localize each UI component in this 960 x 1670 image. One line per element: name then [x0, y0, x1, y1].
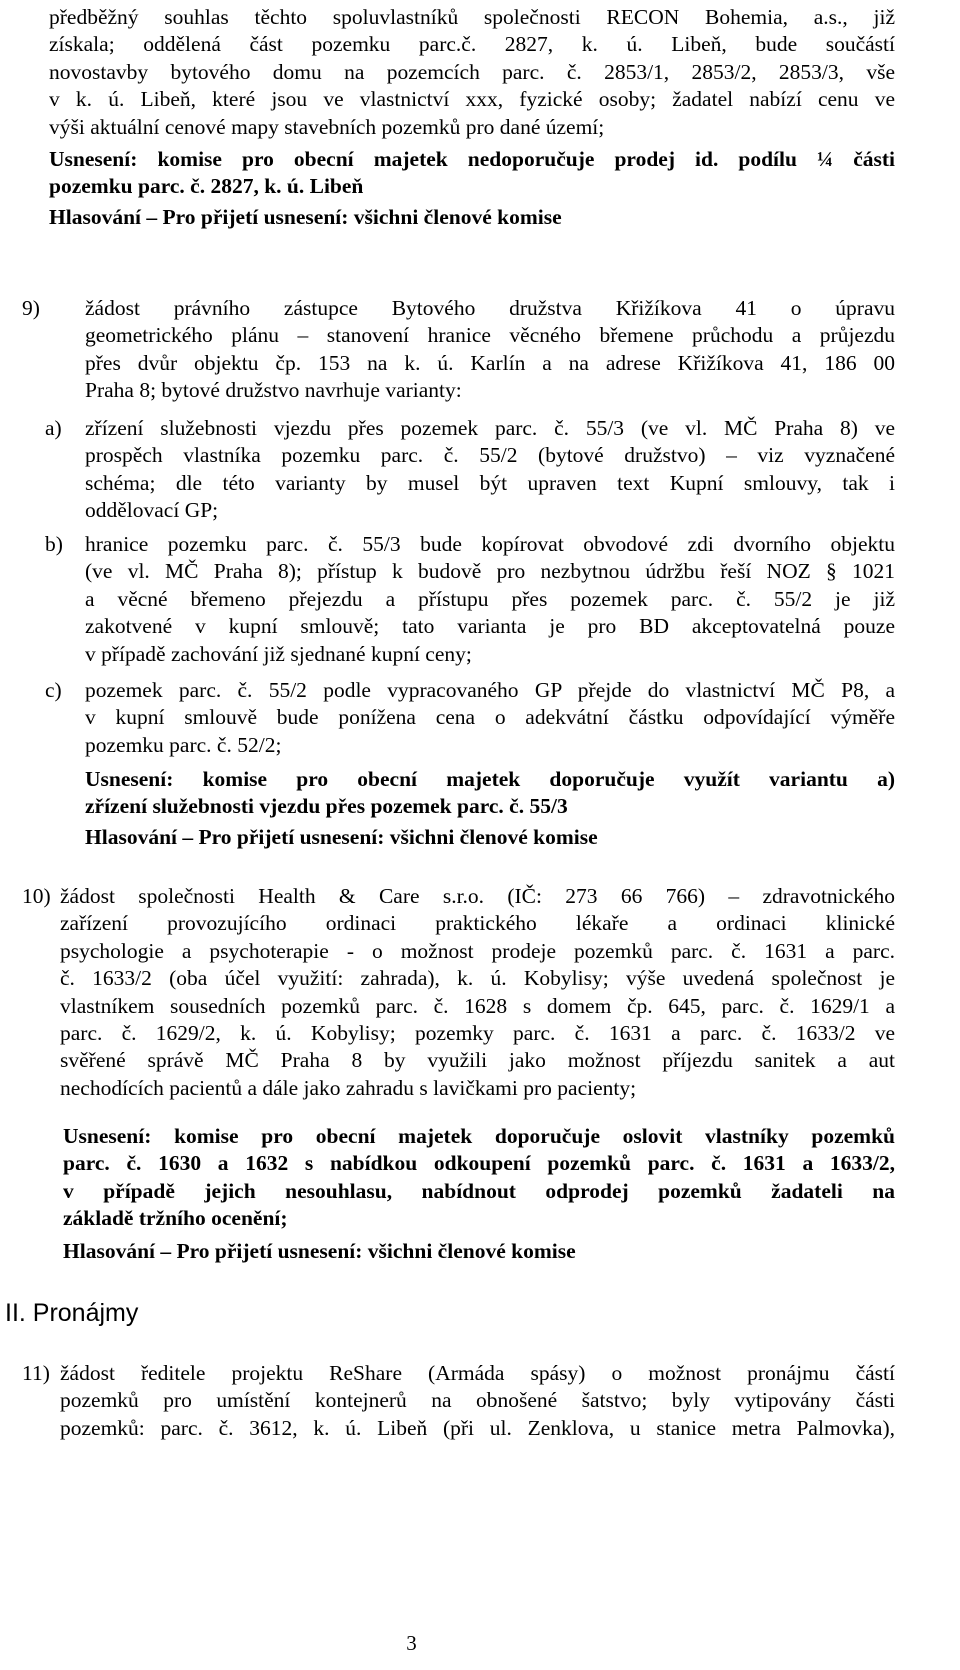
text-line: v k. ú. Libeň, které jsou ve vlastnictví xxx, fyzické osoby; žadatel nabízí cenu ve [49, 87, 895, 112]
text-line: pozemek parc. č. 55/2 podle vypracovaného GP přejde do vlastnictví MČ P8, a [85, 678, 895, 702]
variant-c-label: c) [45, 678, 62, 702]
text-line: psychologie a psychoterapie - o možnost prodeje pozemků parc. č. 1631 a parc. [60, 938, 895, 963]
item-10-vote: Hlasování – Pro přijetí usnesení: všichni členové komise [63, 1239, 576, 1263]
page-number: 3 [406, 1631, 417, 1655]
section-heading: II. Pronájmy [5, 1299, 139, 1327]
variant-b-label: b) [45, 532, 63, 556]
resolution-line: základě tržního ocenění; [63, 1206, 288, 1231]
item-9-text [85, 295, 895, 405]
text-line: v kupní smlouvě bude ponížena cena o adekvátní částku odpovídající výměře [85, 705, 895, 730]
text-line: zřízení služebnosti vjezdu přes pozemek parc. č. 55/3 (ve vl. MČ Praha 8) ve [85, 416, 895, 440]
text-line: schéma; dle této varianty by musel být upraven text Kupní smlouvy, tak i [85, 470, 895, 495]
text-line: oddělovací GP; [85, 498, 219, 523]
item-9-number: 9) [22, 296, 40, 320]
variant-c-text [85, 677, 895, 759]
resolution-line: v případě jejich nesouhlasu, nabídnout odprodej pozemků žadateli na [63, 1178, 895, 1203]
variant-a-label: a) [45, 416, 62, 440]
intro-paragraph [49, 4, 895, 141]
text-line: svěřené správě MČ Praha 8 by využili jako možnost příjezdu sanitek a aut [60, 1048, 895, 1073]
resolution-line: parc. č. 1630 a 1632 s nabídkou odkoupení pozemků parc. č. 1631 a 1633/2, [63, 1151, 895, 1176]
text-line: prospěch vlastníka pozemku parc. č. 55/2 (bytové družstvo) – viz vyznačené [85, 443, 895, 468]
item-9-vote: Hlasování – Pro přijetí usnesení: všichni členové komise [85, 825, 598, 849]
text-line: vlastníkem sousedních pozemků parc. č. 1628 s domem čp. 645, parc. č. 1629/1 a [60, 993, 895, 1018]
item-10-text [60, 883, 895, 1102]
intro-resolution [49, 146, 895, 201]
text-line: č. 1633/2 (oba účel využití: zahrada), k. ú. Kobylisy; výše uvedená společnost je [60, 966, 895, 991]
text-line: výši aktuální cenové mapy stavebních pozemků pro dané území; [49, 114, 605, 139]
resolution-line: Usnesení: komise pro obecní majetek doporučuje oslovit vlastníky pozemků [63, 1124, 895, 1148]
text-line: hranice pozemku parc. č. 55/3 bude kopírovat obvodové zdi dvorního objektu [85, 532, 895, 556]
item-11-number: 11) [22, 1361, 50, 1385]
variant-b-text [85, 531, 895, 668]
text-line: novostavby bytového domu na pozemcích parc. č. 2853/1, 2853/2, 2853/3, vše [49, 59, 895, 84]
text-line: pozemků pro umístění kontejnerů na obnošené šatstvo; byly vytipovány části [60, 1388, 895, 1413]
variant-a-text [85, 415, 895, 525]
text-line: žádost společnosti Health & Care s.r.o. (IČ: 273 66 766) – zdravotnického [60, 884, 895, 908]
text-line: získala; oddělená část pozemku parc.č. 2827, k. ú. Libeň, bude součástí [49, 32, 895, 57]
text-line: zakotvené v kupní smlouvě; tato varianta je pro BD akceptovatelná pouze [85, 614, 895, 639]
text-line: zařízení provozujícího ordinaci praktického lékaře a ordinaci klinické [60, 911, 895, 936]
text-line: nechodících pacientů a dále jako zahradu s lavičkami pro pacienty; [60, 1075, 637, 1100]
text-line: geometrického plánu – stanovení hranice věcného břemene průchodu a průjezdu [85, 323, 895, 348]
item-10-number: 10) [22, 884, 51, 908]
resolution-line: pozemku parc. č. 2827, k. ú. Libeň [49, 174, 364, 199]
item-11-text [60, 1360, 895, 1442]
text-line: žádost ředitele projektu ReShare (Armáda spásy) o možnost pronájmu částí [60, 1361, 895, 1385]
text-line: v případě zachování již sjednané kupní ceny; [85, 641, 472, 666]
item-10-resolution [63, 1123, 895, 1233]
resolution-line: Usnesení: komise pro obecní majetek doporučuje využít variantu a) [85, 767, 895, 791]
text-line: Praha 8; bytové družstvo navrhuje varianty: [85, 378, 462, 403]
resolution-line: Usnesení: komise pro obecní majetek nedoporučuje prodej id. podílu ¼ části [49, 147, 895, 171]
text-line: a věcné břemeno přejezdu a přístupu přes pozemek parc. č. 55/2 je již [85, 586, 895, 611]
text-line: žádost právního zástupce Bytového družstva Křižíkova 41 o úpravu [85, 296, 895, 320]
resolution-line: zřízení služebnosti vjezdu přes pozemek parc. č. 55/3 [85, 794, 568, 819]
text-line: pozemků: parc. č. 3612, k. ú. Libeň (při ul. Zenklova, u stanice metra Palmovka), [60, 1415, 895, 1440]
text-line: přes dvůr objektu čp. 153 na k. ú. Karlín a na adrese Křižíkova 41, 186 00 [85, 350, 895, 375]
intro-vote: Hlasování – Pro přijetí usnesení: všichni členové komise [49, 205, 562, 229]
text-line: parc. č. 1629/2, k. ú. Kobylisy; pozemky parc. č. 1631 a parc. č. 1633/2 ve [60, 1021, 895, 1046]
text-line: pozemku parc. č. 52/2; [85, 732, 282, 757]
text-line: (ve vl. MČ Praha 8); přístup k budově pro nezbytnou údržbu řeší NOZ § 1021 [85, 559, 895, 584]
text-line: předběžný souhlas těchto spoluvlastníků společnosti RECON Bohemia, a.s., již [49, 5, 895, 29]
item-9-resolution [85, 766, 895, 821]
